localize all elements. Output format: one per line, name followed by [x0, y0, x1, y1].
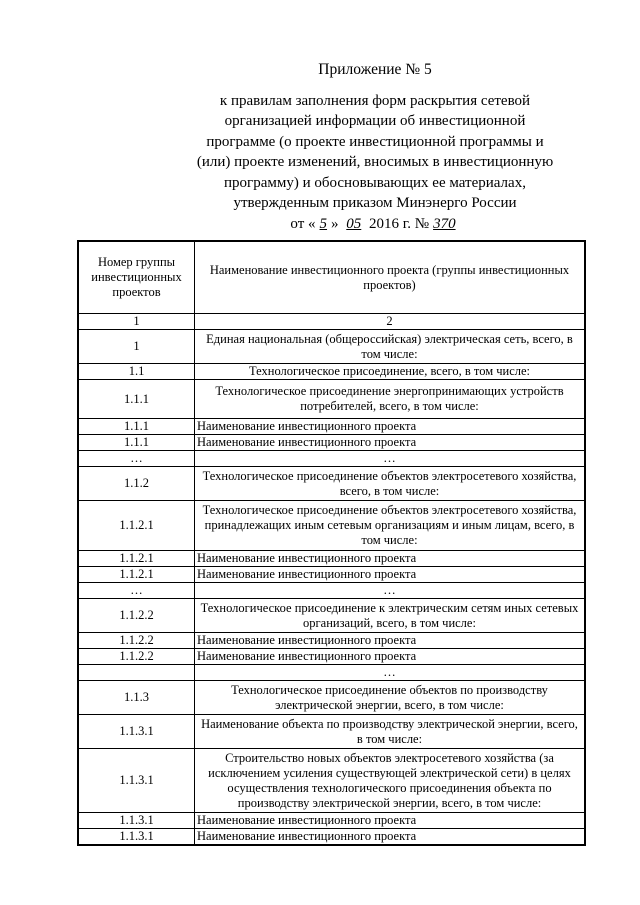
table-row	[78, 567, 585, 583]
table-row	[78, 551, 585, 567]
group-number: 1.1.2.2	[78, 633, 195, 649]
table-header-row	[78, 241, 585, 314]
group-number: 1.1.2.1	[78, 567, 195, 583]
handwritten-day: 5	[319, 215, 328, 232]
header-line: программе (о проекте инвестиционной программы и	[206, 133, 544, 150]
group-number: …	[78, 451, 195, 467]
group-number: 1.1.2.1	[78, 551, 195, 567]
table-row	[78, 467, 585, 501]
project-name: Наименование инвестиционного проекта	[195, 649, 586, 665]
project-name: Единая национальная (общероссийская) электрическая сеть, всего, в том числе:	[195, 330, 586, 364]
header-group-number: Номер группы инвестиционных проектов	[78, 241, 195, 314]
group-number: 1.1.3.1	[78, 715, 195, 749]
header-line: к правилам заполнения форм раскрытия сетевой	[219, 92, 531, 109]
project-name: Наименование инвестиционного проекта	[195, 813, 586, 829]
table-row	[78, 665, 585, 681]
table-row	[78, 633, 585, 649]
table-row	[78, 419, 585, 435]
column-numbers-row	[78, 314, 585, 330]
project-name: Технологическое присоединение энергопринимающих устройств потребителей, всего, в том числе:	[195, 380, 586, 419]
group-number: 1.1.1	[78, 419, 195, 435]
table-row	[78, 681, 585, 715]
group-number: 1.1.2.1	[78, 501, 195, 551]
group-number: 1.1.3	[78, 681, 195, 715]
project-name: Строительство новых объектов электросетевого хозяйства (за исключением усиления существующей электрической сети) в целях осуществления технологического присоединения объекта по производству электрической энергии, всего, в том числе:	[195, 749, 586, 813]
table-row	[78, 813, 585, 829]
project-name: Наименование инвестиционного проекта	[195, 633, 586, 649]
group-number: …	[78, 583, 195, 599]
handwritten-number: 370	[433, 215, 456, 232]
handwritten-month: 05	[346, 215, 362, 232]
project-name: …	[195, 583, 586, 599]
table-row	[78, 599, 585, 633]
project-name: Технологическое присоединение объектов электросетевого хозяйства, принадлежащих иным сетевым организациям и иным лицам, всего, в том числе:	[195, 501, 586, 551]
group-number: 1.1.1	[78, 435, 195, 451]
column-number: 1	[78, 314, 195, 330]
appendix-header	[190, 60, 560, 234]
header-line: организацией информации об инвестиционной	[224, 113, 526, 129]
group-number: 1.1.2	[78, 467, 195, 501]
order-date-line	[190, 214, 560, 235]
group-number: 1.1	[78, 364, 195, 380]
table-row	[78, 451, 585, 467]
group-number: 1	[78, 330, 195, 364]
date-mid: »	[331, 215, 339, 232]
table-row	[78, 330, 585, 364]
project-name: …	[195, 451, 586, 467]
group-number: 1.1.2.2	[78, 599, 195, 633]
year-text: 2016 г. №	[369, 215, 430, 232]
project-name: Наименование инвестиционного проекта	[195, 551, 586, 567]
table-row	[78, 715, 585, 749]
project-name: Технологическое присоединение, всего, в том числе:	[195, 364, 586, 380]
group-number: 1.1.3.1	[78, 829, 195, 846]
table-row	[78, 583, 585, 599]
group-number	[78, 665, 195, 681]
group-number: 1.1.1	[78, 380, 195, 419]
header-line: утвержденным приказом Минэнерго России	[233, 195, 517, 211]
table-row	[78, 380, 585, 419]
header-line: программу) и обосновывающих ее материалах,	[224, 174, 526, 191]
table-row	[78, 364, 585, 380]
project-name: Наименование инвестиционного проекта	[195, 419, 586, 435]
table-row	[78, 435, 585, 451]
group-number: 1.1.3.1	[78, 813, 195, 829]
project-name: Наименование инвестиционного проекта	[195, 435, 586, 451]
group-number: 1.1.2.2	[78, 649, 195, 665]
project-name: Наименование инвестиционного проекта	[195, 829, 586, 846]
project-name: Технологическое присоединение к электрическим сетям иных сетевых организаций, всего, в том числе:	[195, 599, 586, 633]
project-name: Технологическое присоединение объектов электросетевого хозяйства, всего, в том числе:	[195, 467, 586, 501]
header-project-name: Наименование инвестиционного проекта (группы инвестиционных проектов)	[195, 241, 586, 314]
appendix-title: Приложение № 5	[318, 61, 432, 78]
project-name: Технологическое присоединение объектов по производству электрической энергии, всего, в том числе:	[195, 681, 586, 715]
date-prefix: от «	[290, 215, 316, 232]
table-row	[78, 501, 585, 551]
group-number: 1.1.3.1	[78, 749, 195, 813]
project-name: Наименование инвестиционного проекта	[195, 567, 586, 583]
column-number: 2	[195, 314, 586, 330]
project-name: …	[195, 665, 586, 681]
table-row	[78, 749, 585, 813]
project-name: Наименование объекта по производству электрической энергии, всего, в том числе:	[195, 715, 586, 749]
table-row	[78, 649, 585, 665]
projects-table	[77, 240, 586, 846]
header-line: (или) проекте изменений, вносимых в инвестиционную	[196, 154, 554, 170]
table-row	[78, 829, 585, 846]
